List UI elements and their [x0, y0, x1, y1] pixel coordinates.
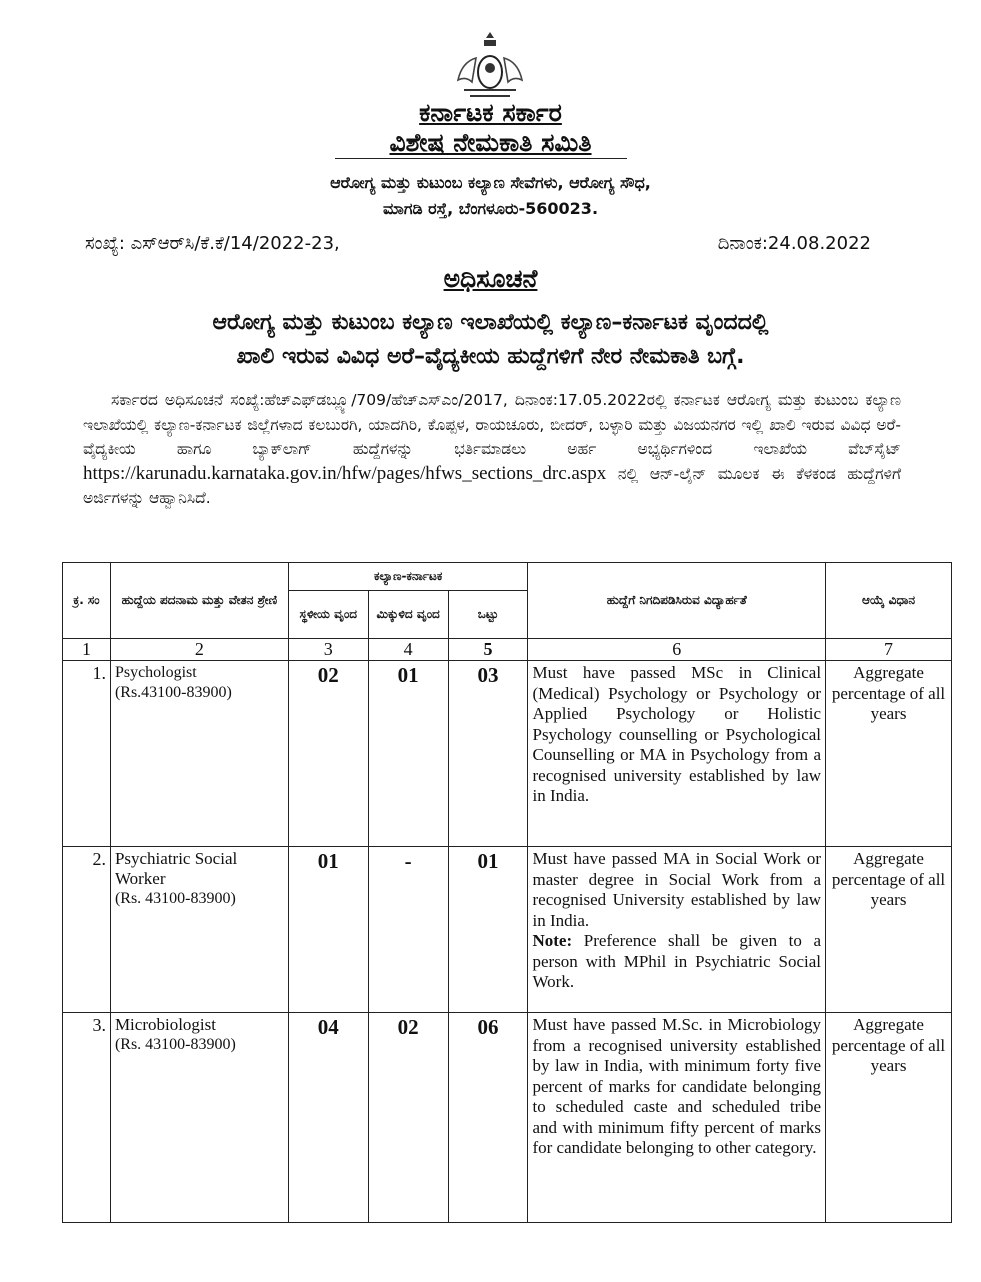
committee-name: ವಿಶೇಷ ನೇಮಕಾತಿ ಸಮಿತಿ — [389, 128, 592, 157]
selection-method: Aggregate percentage of all years — [826, 1013, 952, 1223]
note-label: Note: — [532, 931, 573, 950]
column-number: 5 — [448, 639, 528, 661]
column-number: 3 — [288, 639, 368, 661]
qualification-cell — [528, 661, 826, 847]
state-emblem-icon — [448, 28, 532, 100]
address-line1: ಆರೋಗ್ಯ ಮತ್ತು ಕುಟುಂಬ ಕಲ್ಯಾಣ ಸೇವೆಗಳು, ಆರೋಗ್ಯ ಸೌಧ, — [330, 173, 651, 192]
table-row — [63, 1013, 952, 1223]
column-number: 7 — [826, 639, 952, 661]
header-post: ಹುದ್ದೆಯ ಪದನಾಮ ಮತ್ತು ವೇತನ ಶ್ರೇಣಿ — [110, 563, 288, 639]
subject-line2: ಖಾಲಿ ಇರುವ ವಿವಿಧ ಅರೆ–ವೈದ್ಯಕೀಯ ಹುದ್ದೆಗಳಿಗೆ ನೇರ ನೇಮಕಾತಿ ಬಗ್ಗೆ. — [236, 344, 745, 369]
post-name: Microbiologist — [114, 1015, 216, 1034]
total-count: 06 — [448, 1013, 528, 1223]
sl-no: 2. — [63, 847, 111, 1013]
table-row — [63, 847, 952, 1013]
website-link[interactable]: https://karunadu.karnataka.gov.in/hfw/pages/hfws_sections_drc.aspx — [83, 462, 607, 484]
address-line2: ಮಾಗಡಿ ರಸ್ತೆ, ಬೆಂಗಳೂರು-560023. — [382, 199, 599, 218]
remaining-count: - — [368, 847, 448, 1013]
local-count: 02 — [288, 661, 368, 847]
pay-scale: (Rs. 43100-83900) — [114, 1036, 236, 1053]
qualification: Must have passed MSc in Clinical (Medical) Psychology or Psychology or Applied Psychology or Holistic Psychology counselling or Psychological Counselling or MA in Psychology from a recognised university established by law in India. — [532, 663, 822, 805]
header-qualification: ಹುದ್ದೆಗೆ ನಿಗದಿಪಡಿಸಿರುವ ವಿದ್ಯಾರ್ಹತೆ — [528, 563, 826, 639]
post-cell — [110, 1013, 288, 1223]
selection-method: Aggregate percentage of all years — [826, 661, 952, 847]
document-date: ದಿನಾಂಕ:24.08.2022 — [717, 233, 871, 254]
total-count: 01 — [448, 847, 528, 1013]
divider — [335, 158, 627, 159]
column-number: 1 — [63, 639, 111, 661]
header-total: ಒಟ್ಟು — [448, 591, 528, 639]
post-cell — [110, 661, 288, 847]
note-text: Preference shall be given to a person with MPhil in Psychiatric Social Work. — [532, 931, 822, 991]
column-number: 2 — [110, 639, 288, 661]
column-number: 4 — [368, 639, 448, 661]
vacancy-table — [62, 562, 952, 1223]
qualification-cell — [528, 1013, 826, 1223]
sl-no: 1. — [63, 661, 111, 847]
total-count: 03 — [448, 661, 528, 847]
pay-scale: (Rs. 43100-83900) — [114, 890, 236, 907]
notification-title: ಅಧಿಸೂಚನೆ — [443, 264, 538, 293]
header-selection: ಆಯ್ಕೆ ವಿಧಾನ — [826, 563, 952, 639]
reference-number: ಸಂಖ್ಯೆ: ಎಸ್‌ಆರ್‌ಸಿ/ಕೆ.ಕೆ/14/2022-23, — [85, 233, 340, 254]
remaining-count: 02 — [368, 1013, 448, 1223]
body-text: ಸರ್ಕಾರದ ಅಧಿಸೂಚನೆ ಸಂಖ್ಯೆ:ಹೆಚ್‌ಎಫ್‌ಡಬ್ಲ್ಯೂ/709/ಹೆಚ್‌ಎಸ್‌ಎಂ/2017, ದಿನಾಂಕ:17.05.2022ರಲ್ಲಿ ಕರ್ನಾಟಕ ಆರೋಗ್ಯ ಮತ್ತು ಕುಟುಂಬ ಕಲ್ಯಾಣ ಇಲಾಖೆಯಲ್ಲಿ ಕಲ್ಯಾಣ-ಕರ್ನಾಟಕ ಜಿಲ್ಲೆಗಳಾದ ಕಲಬುರಗಿ, ಯಾದಗಿರಿ, ಕೊಪ್ಪಳ, ರಾಯಚೂರು, ಬೀದರ್, ಬಳ್ಳಾರಿ ಮತ್ತು ವಿಜಯನಗರ ಇಲ್ಲಿ ಖಾಲಿ ಇರುವ ವಿವಿಧ ಅರೆ-ವೈದ್ಯಕೀಯ ಹಾಗೂ ಬ್ಯಾಕ್‌ಲಾಗ್ ಹುದ್ದೆಗಳನ್ನು ಭರ್ತಿಮಾಡಲು ಅರ್ಹ ಅಭ್ಯರ್ಥಿಗಳಿಂದ ಇಲಾಖೆಯ ವೆಬ್‌ಸೈಟ್ — [83, 391, 901, 458]
post-name: Psychiatric Social Worker — [114, 849, 238, 888]
post-name: Psychologist — [114, 664, 197, 681]
local-count: 04 — [288, 1013, 368, 1223]
qualification-cell — [528, 847, 826, 1013]
table-row — [63, 661, 952, 847]
column-number: 6 — [528, 639, 826, 661]
header-local-cadre: ಸ್ಥಳೀಯ ವೃಂದ — [288, 591, 368, 639]
qualification: Must have passed M.Sc. in Microbiology from a recognised university established by law in India, with minimum forty five percent of marks for candidate belonging to scheduled caste and scheduled tribe and with minimum fifty percent of marks for candidate belonging to other category. — [532, 1015, 822, 1157]
committee-title — [0, 128, 981, 158]
post-cell — [110, 847, 288, 1013]
header-sl-no: ಕ್ರ. ಸಂ — [63, 563, 111, 639]
subject-line1: ಆರೋಗ್ಯ ಮತ್ತು ಕುಟುಂಬ ಕಲ್ಯಾಣ ಇಲಾಖೆಯಲ್ಲಿ ಕಲ್ಯಾಣ–ಕರ್ನಾಟಕ ವೃಂದದಲ್ಲಿ — [212, 310, 769, 335]
government-title: ಕರ್ನಾಟಕ ಸರ್ಕಾರ — [419, 98, 562, 127]
column-number-row — [63, 639, 952, 661]
selection-method: Aggregate percentage of all years — [826, 847, 952, 1013]
qualification: Must have passed MA in Social Work or master degree in Social Work from a recognised University established by law in India. — [532, 849, 822, 930]
header-kalyana-karnataka: ಕಲ್ಯಾಣ-ಕರ್ನಾಟಕ — [288, 563, 528, 591]
body-text-continued: ನಲ್ಲಿ ಆನ್-ಲೈನ್ ಮೂಲಕ ಈ ಕೆಳಕಂಡ ಹುದ್ದೆಗಳಿಗೆ ಅರ್ಜಿಗಳನ್ನು ಆಹ್ವಾನಿಸಿದೆ. — [83, 464, 901, 507]
header-remaining-cadre: ಮಿಕ್ಕುಳಿದ ವೃಂದ — [368, 591, 448, 639]
sl-no: 3. — [63, 1013, 111, 1223]
remaining-count: 01 — [368, 661, 448, 847]
local-count: 01 — [288, 847, 368, 1013]
notification-body — [83, 388, 901, 511]
pay-scale: (Rs.43100-83900) — [114, 684, 232, 701]
